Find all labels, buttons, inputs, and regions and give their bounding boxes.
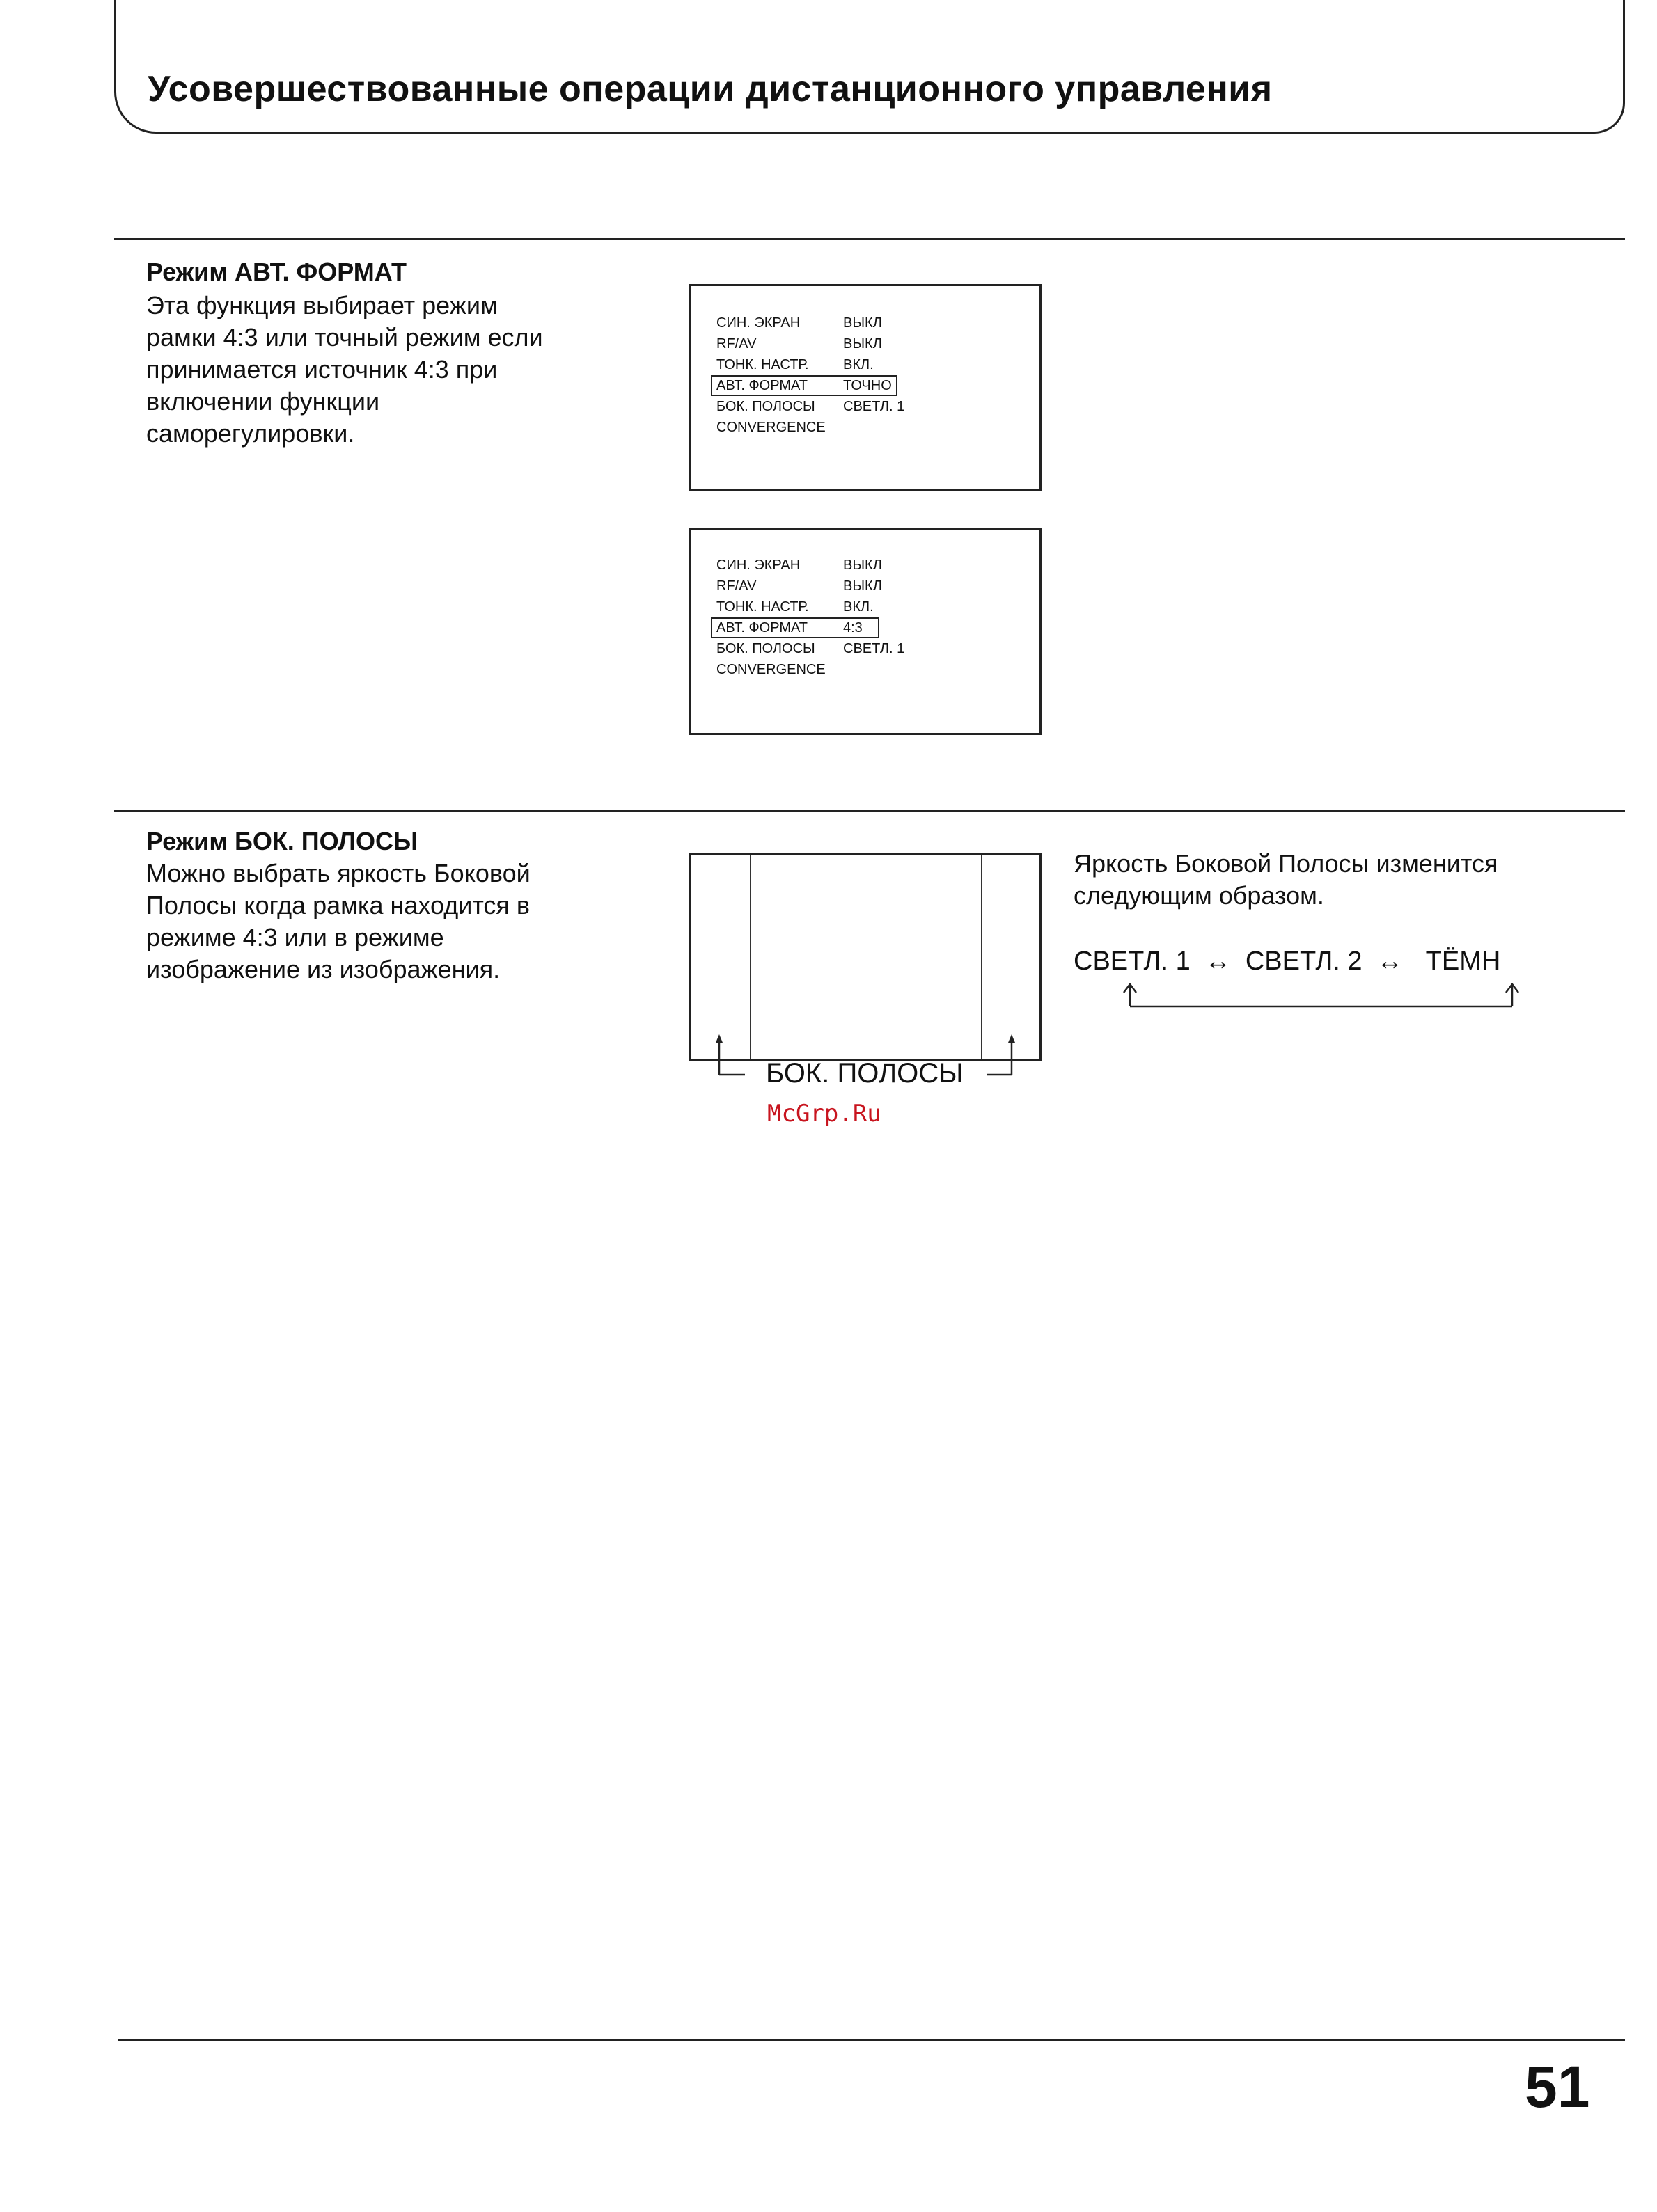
- menu-value: ВКЛ.: [843, 599, 874, 615]
- menu-value: ВЫКЛ: [843, 336, 882, 351]
- cycle-step-light-2: СВЕТЛ. 2: [1245, 947, 1362, 976]
- section-body-auto-format: [146, 290, 543, 450]
- body-line: следующим образом.: [1074, 881, 1324, 910]
- menu-label: CONVERGENCE: [716, 420, 826, 435]
- section-divider-top: [114, 238, 1625, 240]
- body-line: Можно выбрать яркость Боковой: [146, 859, 531, 887]
- menu-value: ВЫКЛ: [843, 558, 882, 573]
- menu-label: СИН. ЭКРАН: [716, 315, 801, 331]
- menu-value: СВЕТЛ. 1: [843, 641, 905, 656]
- menu-value: ВЫКЛ: [843, 578, 882, 594]
- body-line: саморегулировки.: [146, 419, 355, 448]
- menu-value: ВКЛ.: [843, 357, 874, 372]
- menu-label: ТОНК. НАСТР.: [716, 357, 809, 372]
- body-line: Эта функция выбирает режим: [146, 291, 498, 319]
- side-bar-left-edge: [750, 855, 751, 1059]
- menu-screen-4-3: [689, 528, 1042, 735]
- body-line: принимается источник 4:3 при: [146, 355, 498, 384]
- menu-label: RF/AV: [716, 336, 757, 351]
- menu-label: ТОНК. НАСТР.: [716, 599, 809, 615]
- body-line: рамки 4:3 или точный режим если: [146, 323, 543, 351]
- menu-screen-precise: [689, 284, 1042, 491]
- menu-value: СВЕТЛ. 1: [843, 399, 905, 414]
- double-arrow-icon: ↔: [1204, 947, 1232, 976]
- menu-value: ТОЧНО: [843, 378, 892, 393]
- body-line: режиме 4:3 или в режиме: [146, 923, 444, 951]
- side-bars-explanation: [1074, 848, 1498, 912]
- body-line: изображение из изображения.: [146, 955, 501, 983]
- header-frame: [114, 0, 1625, 134]
- side-bar-right-edge: [981, 855, 982, 1059]
- brightness-cycle: [1074, 947, 1500, 977]
- page-number: 51: [1525, 2054, 1590, 2119]
- footer-divider: [118, 2039, 1625, 2041]
- menu-label: АВТ. ФОРМАТ: [716, 620, 808, 635]
- body-line: включении функции: [146, 387, 380, 416]
- menu-label: БОК. ПОЛОСЫ: [716, 399, 815, 414]
- section-title-side-bars: Режим БОК. ПОЛОСЫ: [146, 827, 418, 855]
- watermark: McGrp.Ru: [767, 1100, 881, 1128]
- page-title: Усовершествованные операции дистанционного управления: [148, 69, 1273, 109]
- body-line: Полосы когда рамка находится в: [146, 891, 531, 919]
- body-line: Яркость Боковой Полосы изменится: [1074, 849, 1498, 878]
- side-bars-label: БОК. ПОЛОСЫ: [766, 1058, 964, 1089]
- cycle-step-light-1: СВЕТЛ. 1: [1074, 947, 1191, 976]
- double-arrow-icon: ↔: [1376, 947, 1404, 976]
- cycle-step-dark: ТЁМН: [1425, 947, 1501, 976]
- menu-value: ВЫКЛ: [843, 315, 882, 331]
- menu-label: БОК. ПОЛОСЫ: [716, 641, 815, 656]
- menu-value: 4:3: [843, 620, 863, 635]
- cycle-return-arrow: [1107, 977, 1539, 1019]
- menu-label: CONVERGENCE: [716, 662, 826, 677]
- section-title-auto-format: Режим АВТ. ФОРМАТ: [146, 258, 407, 286]
- menu-label: RF/AV: [716, 578, 757, 594]
- menu-label: СИН. ЭКРАН: [716, 558, 801, 573]
- section-body-side-bars: [146, 858, 531, 986]
- menu-label: АВТ. ФОРМАТ: [716, 378, 808, 393]
- section-divider-middle: [114, 810, 1625, 812]
